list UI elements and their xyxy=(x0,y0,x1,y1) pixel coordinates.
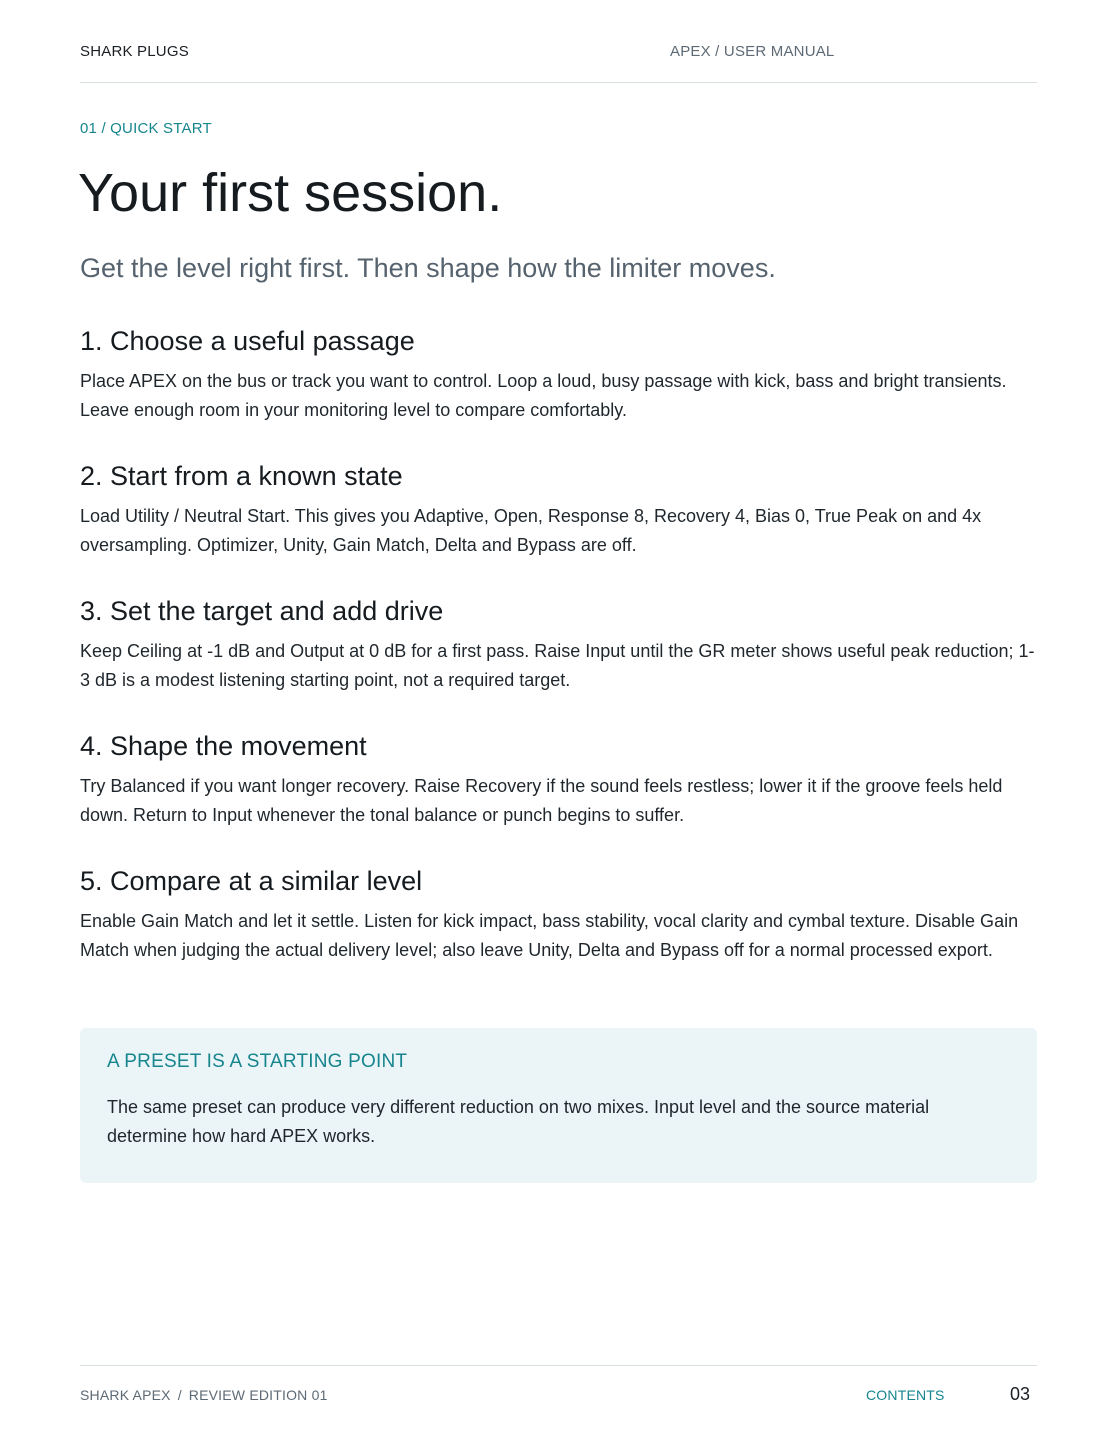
page-header xyxy=(80,0,1037,83)
step-4 xyxy=(80,729,1037,830)
footer-product: SHARK APEX xyxy=(80,1387,171,1403)
step-heading: 2. Start from a known state xyxy=(80,461,403,491)
step-body: Keep Ceiling at -1 dB and Output at 0 dB for a first pass. Raise Input until the GR meter shows useful peak reduction; 1-3 dB is a modest listening starting point, not a required target. xyxy=(80,641,1035,690)
footer-edition: REVIEW EDITION 01 xyxy=(188,1387,328,1403)
page-title: Your first session. xyxy=(78,163,503,223)
page-lede: Get the level right first. Then shape how the limiter moves. xyxy=(80,253,776,283)
footer-separator: / xyxy=(177,1387,182,1403)
footer-edition-info xyxy=(80,1387,328,1403)
preset-callout xyxy=(80,1028,1037,1183)
callout-body: The same preset can produce very different reduction on two mixes. Input level and the source material determine how hard APEX works. xyxy=(107,1097,930,1146)
page-number: 03 xyxy=(1010,1384,1031,1404)
callout-heading: A PRESET IS A STARTING POINT xyxy=(107,1051,408,1072)
step-5 xyxy=(80,864,1037,965)
step-3 xyxy=(80,594,1037,695)
step-2 xyxy=(80,459,1037,560)
step-heading: 4. Shape the movement xyxy=(80,731,367,761)
brand-name: SHARK PLUGS xyxy=(80,43,189,60)
step-body: Try Balanced if you want longer recovery. Raise Recovery if the sound feels restless; lower it if the groove feels held down. Return to Input whenever the tonal balance or punch begins to suffer. xyxy=(80,776,1003,825)
step-heading: 5. Compare at a similar level xyxy=(80,866,423,896)
step-body: Load Utility / Neutral Start. This gives you Adaptive, Open, Response 8, Recovery 4, Bias 0, True Peak on and 4x oversampling. Optimizer, Unity, Gain Match, Delta and Bypass are off. xyxy=(80,506,982,555)
step-body: Place APEX on the bus or track you want to control. Loop a loud, busy passage with kick, bass and bright transients. Leave enough room in your monitoring level to compare comfortably. xyxy=(80,371,1007,420)
contents-link[interactable]: CONTENTS xyxy=(866,1387,945,1403)
step-heading: 1. Choose a useful passage xyxy=(80,326,415,356)
manual-page xyxy=(80,0,1037,1440)
section-label: 01 / QUICK START xyxy=(80,120,212,137)
step-1 xyxy=(80,324,1037,425)
document-title: APEX / USER MANUAL xyxy=(670,43,835,60)
step-body: Enable Gain Match and let it settle. Listen for kick impact, bass stability, vocal clarity and cymbal texture. Disable Gain Match when judging the actual delivery level; also leave Unity, Delta and Bypass off for a normal processed export. xyxy=(80,911,1019,960)
page-footer xyxy=(80,1365,1037,1441)
step-heading: 3. Set the target and add drive xyxy=(80,596,444,626)
